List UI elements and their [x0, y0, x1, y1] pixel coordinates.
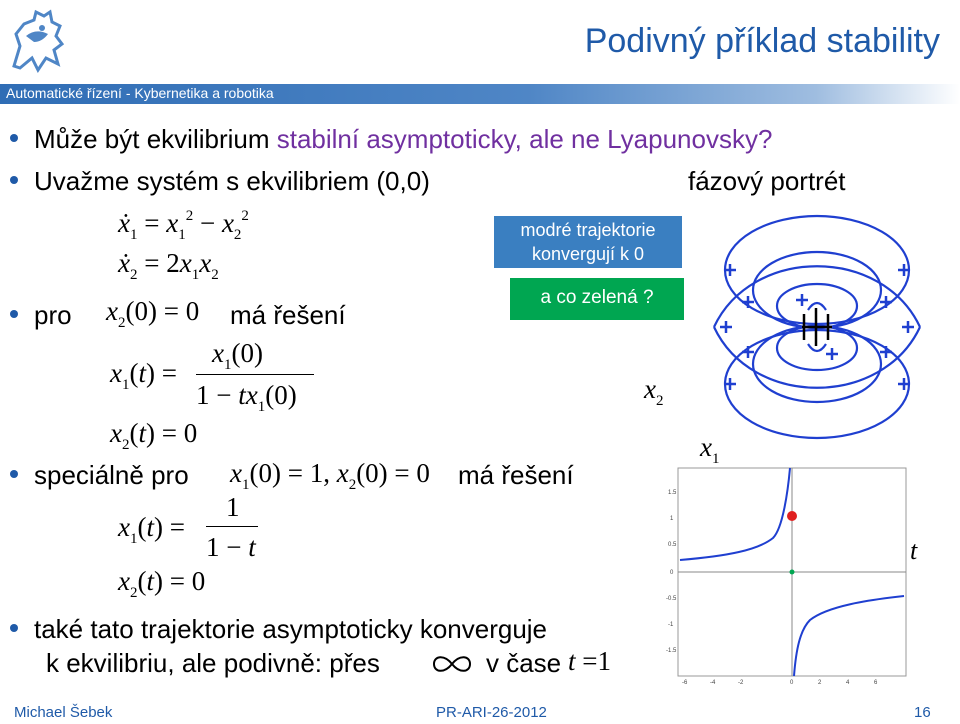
- svg-text:2: 2: [818, 680, 822, 686]
- bullet-5: [10, 614, 547, 644]
- initial-point-marker: [787, 511, 797, 521]
- bullet-3-pro: pro: [34, 300, 72, 330]
- infinity-icon: [430, 652, 474, 676]
- svg-text:0: 0: [670, 570, 674, 576]
- bullet-dot: [10, 470, 18, 478]
- bullet-1-highlight: stabilní asymptoticky, ale ne Lyapunovsky?: [276, 124, 773, 154]
- fraction-line: [206, 526, 258, 527]
- special-x1-lhs: $x_1(t)$ =: [118, 512, 185, 547]
- solution-x2: $x_2(t) = 0$: [110, 418, 198, 453]
- university-lion-logo: [6, 6, 70, 78]
- special-initial-condition: $x_1(0) = 1$, $x_2(0) = 0$: [230, 458, 430, 493]
- bullet-dot: [10, 134, 18, 142]
- svg-text:1: 1: [670, 516, 674, 522]
- special-x1-numerator: 1: [226, 492, 240, 522]
- axis-label-x2: $x_2$: [644, 374, 664, 409]
- solution-x1-numerator: $x_1(0)$: [212, 338, 263, 373]
- equation-x2dot: ẋ$_2$ = $2x_1x_2$: [118, 248, 219, 283]
- svg-text:1.5: 1.5: [668, 490, 677, 496]
- bullet-dot: [10, 624, 18, 632]
- bullet-5-line1: také tato trajektorie asymptoticky konverguje: [34, 614, 548, 644]
- plot-label-t: t: [910, 536, 918, 565]
- bullet-5-line2-prefix: k ekvilibriu, ale podivně: přes: [46, 648, 380, 678]
- bullet-1-text: Může být ekvilibrium: [34, 124, 277, 154]
- svg-text:4: 4: [846, 680, 850, 686]
- equation-x1dot: ẋ$_1$ = $x_1^2 - x_2^2$: [118, 208, 249, 243]
- bullet-dot: [10, 310, 18, 318]
- bullet-dot: [10, 176, 18, 184]
- page-title: Podivný příklad stability: [584, 22, 940, 60]
- bullet-5-line2-suffix: v čase: [486, 648, 562, 678]
- bullet-2: [10, 166, 430, 196]
- note-blue-line1: modré trajektorie: [520, 220, 656, 240]
- phase-portrait-label: fázový portrét: [688, 166, 846, 196]
- bullet-4-suffix: má řešení: [458, 460, 574, 490]
- bullet-3: [10, 300, 72, 330]
- footer-author: Michael Šebek: [14, 704, 113, 721]
- x1-time-plot: [668, 460, 912, 692]
- svg-text:0.5: 0.5: [668, 542, 677, 548]
- footer-page-number: 16: [914, 704, 931, 721]
- svg-text:-2: -2: [738, 680, 744, 686]
- svg-text:-6: -6: [682, 680, 688, 686]
- fraction-line: [196, 374, 314, 375]
- footer-code: PR-ARI-26-2012: [436, 704, 547, 721]
- green-question-note: a co zelená ?: [510, 278, 684, 320]
- axis-label-x1: $x_1$: [700, 432, 720, 467]
- solution-x1-lhs: $x_1(t)$ =: [110, 358, 177, 393]
- note-blue-line2: konvergují k 0: [531, 244, 645, 264]
- svg-text:-4: -4: [710, 680, 716, 686]
- svg-text:6: 6: [874, 680, 878, 686]
- svg-text:0: 0: [790, 680, 794, 686]
- special-x2: $x_2(t) = 0$: [118, 566, 206, 601]
- svg-text:-1: -1: [668, 622, 674, 628]
- blue-trajectories-note: [494, 216, 682, 268]
- bullet-3-suffix: má řešení: [230, 300, 346, 330]
- solution-x1-denominator: $1 - tx_1(0)$: [196, 380, 297, 415]
- bullet-4-prefix: speciálně pro: [34, 460, 189, 490]
- special-x1-denominator: 1 − t: [206, 532, 256, 562]
- bullet-1: [10, 124, 772, 154]
- svg-text:-1.5: -1.5: [666, 648, 677, 654]
- equilibrium-marker: [790, 570, 795, 575]
- subtitle-bar: [0, 84, 960, 104]
- condition-x2-zero: $x_2(0) = 0$: [106, 296, 200, 331]
- time-equals-one: t =1: [568, 646, 611, 676]
- svg-text:-0.5: -0.5: [666, 596, 677, 602]
- bullet-5-line2: [46, 648, 380, 678]
- bullet-4: [10, 460, 189, 490]
- phase-portrait: [712, 206, 922, 450]
- bullet-2-text: Uvažme systém s ekvilibriem (0,0): [34, 166, 430, 196]
- subtitle-text: Automatické řízení - Kybernetika a robotika: [6, 85, 274, 101]
